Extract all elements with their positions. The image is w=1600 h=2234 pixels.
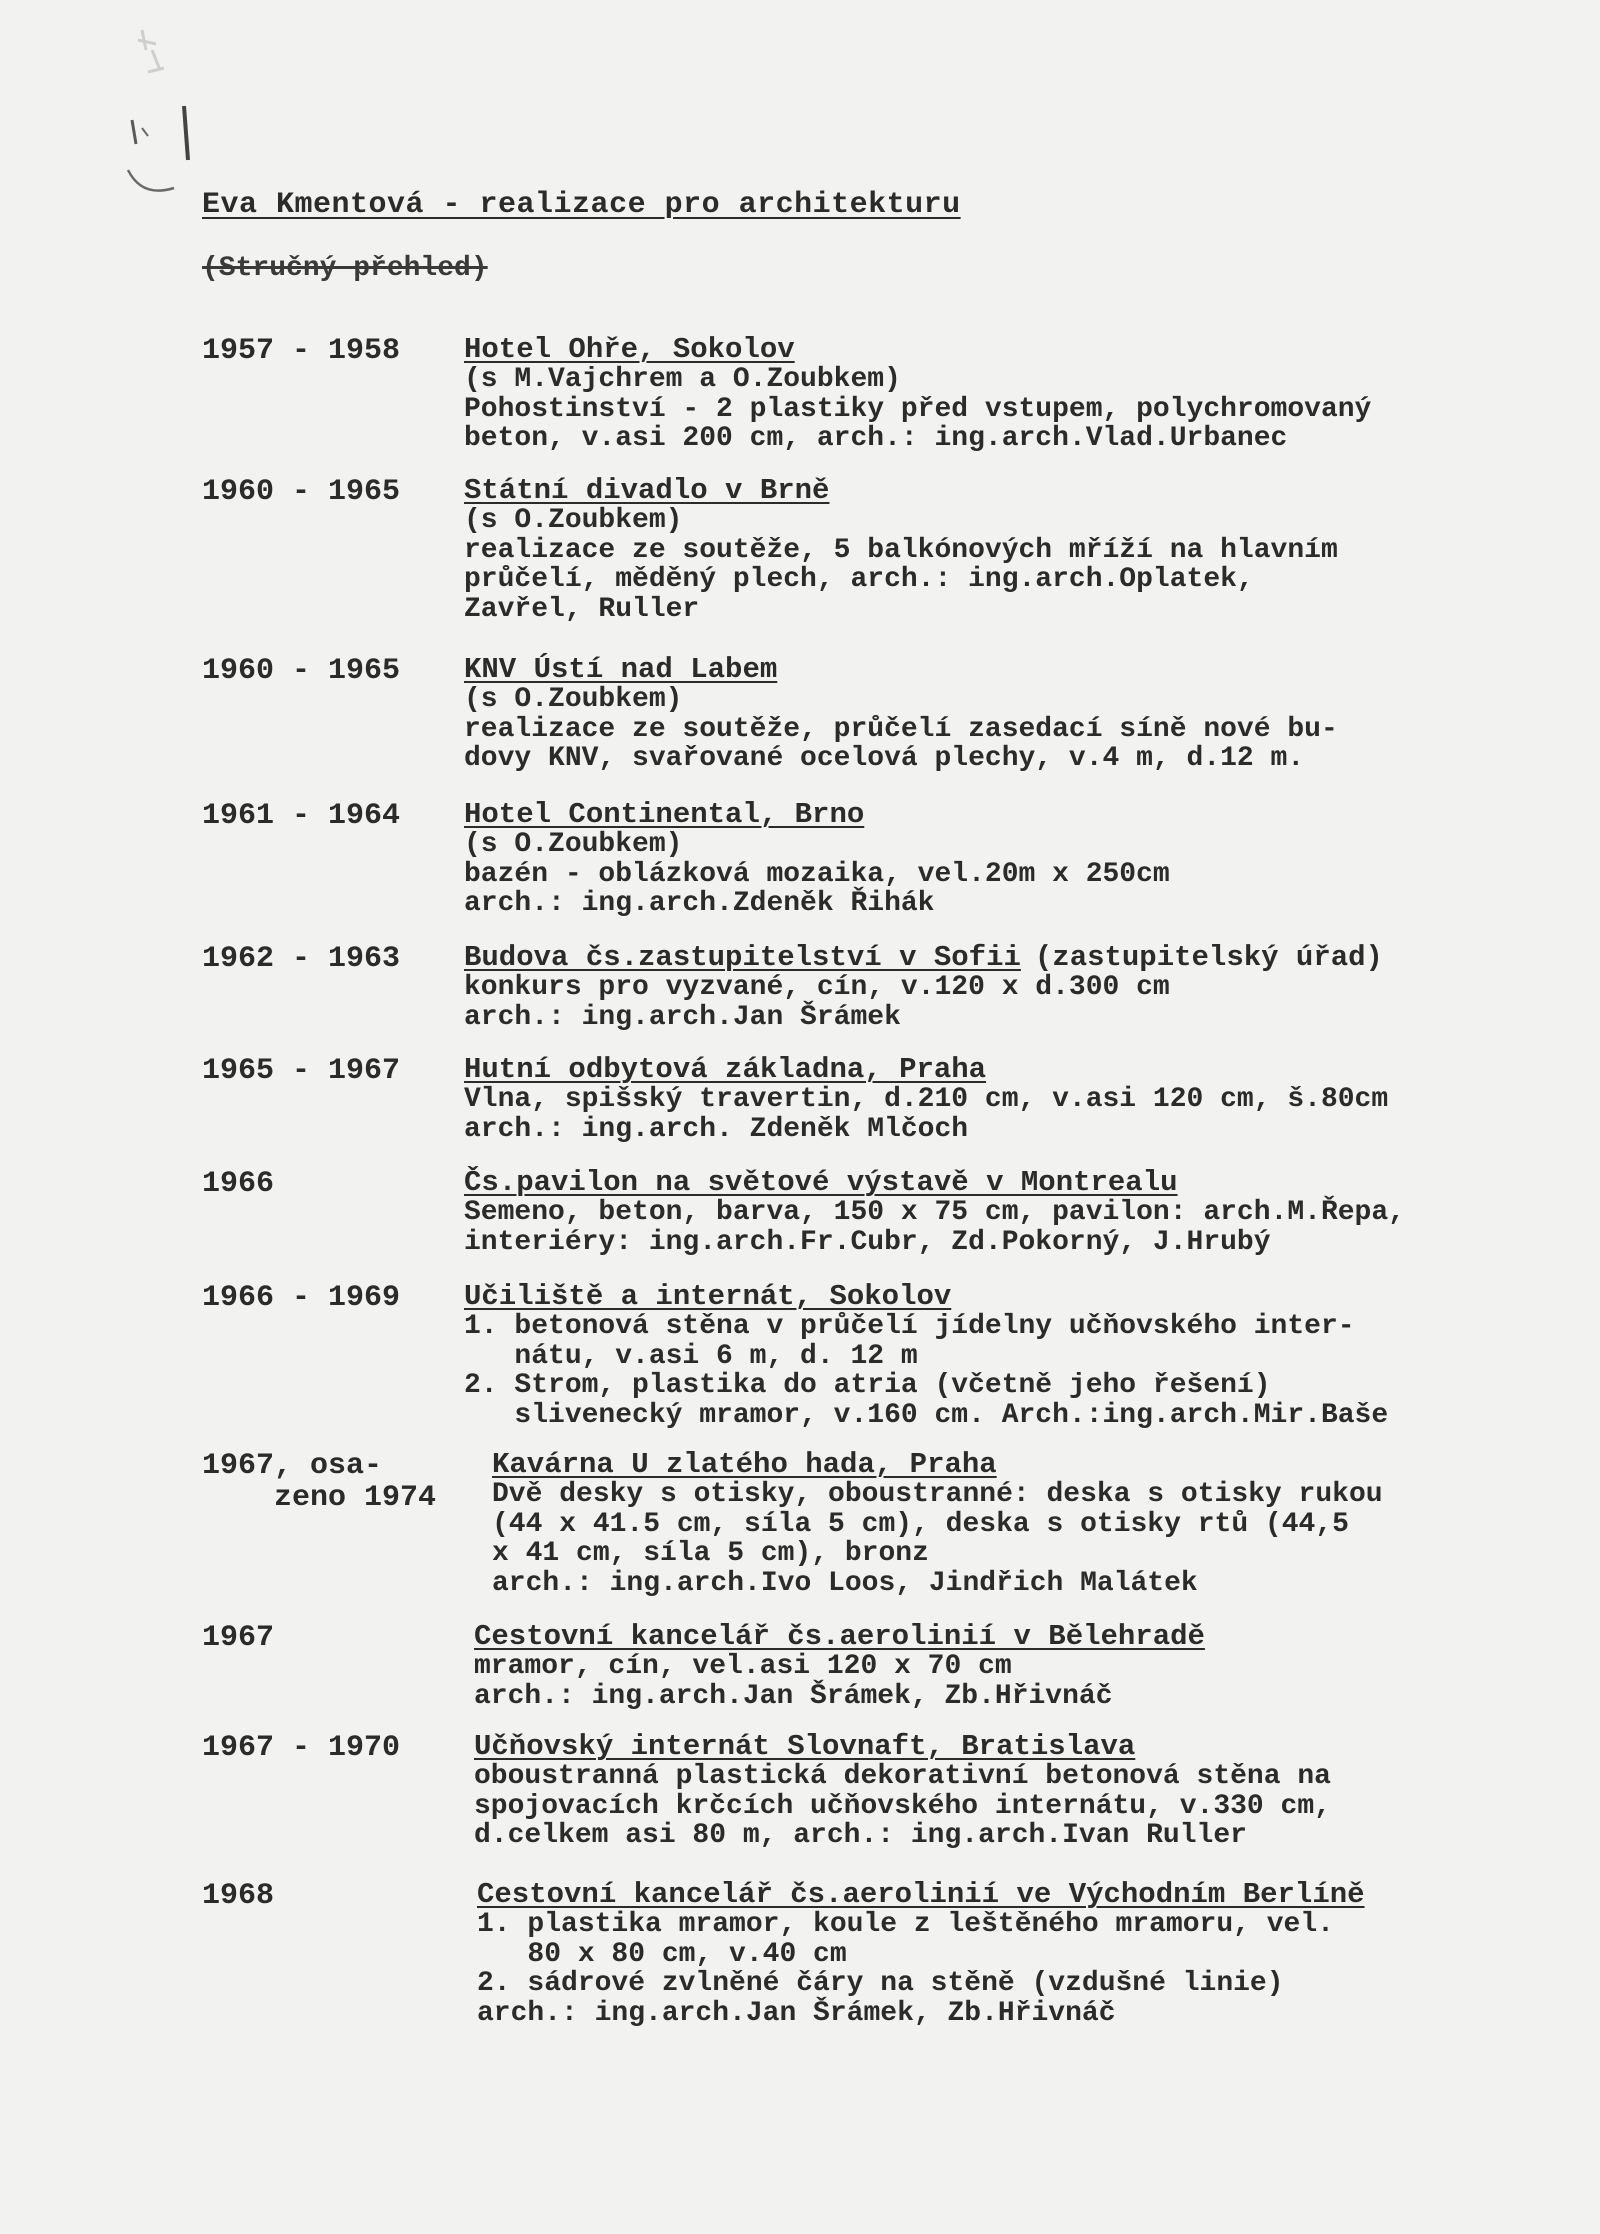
entry-line: slivenecký mramor, v.160 cm. Arch.:ing.arch.Mir.Baše: [464, 1399, 1389, 1431]
entry-line: průčelí, měděný plech, arch.: ing.arch.Oplatek,: [464, 564, 1254, 596]
entry-line: 1. plastika mramor, koule z leštěného mramoru, vel.: [477, 1909, 1334, 1940]
entry-line: konkurs pro vyzvané, cín, v.120 x d.300 cm: [464, 972, 1170, 1003]
entry-line: spojovacích krčcích učňovského internátu, v.330 cm,: [474, 1790, 1331, 1822]
entry-content: [464, 476, 1584, 624]
entry-line: (44 x 41.5 cm, síla 5 cm), deska s otisky rtů (44,5: [492, 1508, 1349, 1540]
entry-years: 1961 - 1964: [202, 799, 401, 833]
entry-years: 1966: [202, 1167, 275, 1201]
struck-subtitle-text: (Stručný přehled): [202, 253, 488, 284]
entry-content: [464, 1055, 1584, 1144]
entry-line: 2. Strom, plastika do atria (včetně jeho řešení): [464, 1370, 1271, 1402]
entry-heading-text: Budova čs.zastupitelství v Sofii: [464, 941, 1021, 974]
entry-heading: Učiliště a internát, Sokolov: [464, 1280, 952, 1313]
entry-line: arch.: ing.arch.Jan Šrámek: [464, 1001, 901, 1033]
entry-line: Semeno, beton, barva, 150 x 75 cm, pavilon: arch.M.Řepa,: [464, 1197, 1405, 1228]
entry-years: 1967: [202, 1621, 275, 1655]
entry-heading: Učňovský internát Slovnaft, Bratislava: [474, 1730, 1136, 1763]
entry-line: realizace ze soutěže, průčelí zasedací síně nové bu-: [464, 713, 1338, 745]
entry-content: [464, 335, 1584, 454]
entry-line: beton, v.asi 200 cm, arch.: ing.arch.Vlad.Urbanec: [464, 423, 1288, 455]
entry-heading: [464, 943, 1584, 973]
entry-line: x 41 cm, síla 5 cm), bronz: [492, 1538, 929, 1570]
entry-line: arch.: ing.arch.Ivo Loos, Jindřich Malátek: [492, 1567, 1198, 1599]
entry-years: 1957 - 1958: [202, 334, 401, 368]
entry-line: 1. betonová stěna v průčelí jídelny učňovského inter-: [464, 1311, 1355, 1342]
entry-content: [464, 1168, 1584, 1257]
entry-content: [474, 1732, 1594, 1851]
entry-content: [464, 1282, 1584, 1430]
entry-line: arch.: ing.arch.Jan Šrámek, Zb.Hřivnáč: [477, 1997, 1116, 2029]
entry-heading: Cestovní kancelář čs.aerolinií v Bělehradě: [474, 1620, 1205, 1653]
entry-content: [477, 1880, 1597, 2028]
entry-line: interiéry: ing.arch.Fr.Cubr, Zd.Pokorný, J.Hrubý: [464, 1226, 1271, 1258]
entry-years: 1966 - 1969: [202, 1281, 401, 1315]
entry-line: d.celkem asi 80 m, arch.: ing.arch.Ivan Ruller: [474, 1820, 1247, 1852]
entry-line: (s O.Zoubkem): [464, 684, 683, 715]
entry-line: Pohostinství - 2 plastiky před vstupem, polychromovaný: [464, 393, 1372, 425]
entry-line: (s O.Zoubkem): [464, 829, 683, 860]
document-title: Eva Kmentová - realizace pro architekturu: [202, 188, 961, 222]
entry-line: Zavřel, Ruller: [464, 593, 700, 625]
entry-heading: Hutní odbytová základna, Praha: [464, 1053, 987, 1086]
entry-years: 1962 - 1963: [202, 942, 401, 976]
entry-years: 1960 - 1965: [202, 475, 401, 509]
entry-line: mramor, cín, vel.asi 120 x 70 cm: [474, 1651, 1012, 1682]
entry-content: [492, 1450, 1600, 1598]
entry-heading: Cestovní kancelář čs.aerolinií ve Východním Berlíně: [477, 1878, 1365, 1911]
entry-line: realizace ze soutěže, 5 balkónových mříží na hlavním: [464, 534, 1338, 566]
entry-line: Dvě desky s otisky, oboustranné: deska s otisky rukou: [492, 1479, 1383, 1510]
entry-line: (s O.Zoubkem): [464, 505, 683, 536]
entry-line: arch.: ing.arch.Zdeněk Řihák: [464, 888, 935, 920]
entry-years: 1960 - 1965: [202, 654, 401, 688]
entry-content: [474, 1622, 1594, 1711]
entry-content: [464, 800, 1584, 919]
entry-line: dovy KNV, svařované ocelová plechy, v.4 m, d.12 m.: [464, 743, 1305, 775]
entry-years: 1967, osa- zeno 1974: [202, 1449, 437, 1515]
handwritten-annotation-mark: [112, 10, 202, 200]
entry-content: [464, 943, 1584, 1032]
entry-content: [464, 655, 1584, 774]
entry-line: (s M.Vajchrem a O.Zoubkem): [464, 364, 901, 395]
entry-line: 2. sádrové zvlněné čáry na stěně (vzdušné linie): [477, 1968, 1284, 2000]
entry-line: Vlna, spišský travertin, d.210 cm, v.asi 120 cm, š.80cm: [464, 1084, 1389, 1115]
entry-heading: KNV Ústí nad Labem: [464, 653, 778, 686]
entry-years: 1967 - 1970: [202, 1731, 401, 1765]
entry-line: arch.: ing.arch. Zdeněk Mlčoch: [464, 1113, 969, 1145]
entry-line: nátu, v.asi 6 m, d. 12 m: [464, 1340, 918, 1372]
entry-years: 1965 - 1967: [202, 1054, 401, 1088]
entry-heading: Státní divadlo v Brně: [464, 474, 830, 507]
entry-line: arch.: ing.arch.Jan Šrámek, Zb.Hřivnáč: [474, 1680, 1113, 1712]
entry-heading-suffix: (zastupitelský úřad): [1034, 941, 1383, 974]
entry-line: bazén - oblázková mozaika, vel.20m x 250cm: [464, 858, 1170, 890]
document-subtitle: [202, 253, 488, 284]
entry-line: 80 x 80 cm, v.40 cm: [477, 1938, 847, 1970]
entry-years: 1968: [202, 1879, 275, 1913]
entry-heading: Čs.pavilon na světové výstavě v Montrealu: [464, 1166, 1178, 1199]
entry-line: oboustranná plastická dekorativní betonová stěna na: [474, 1761, 1331, 1792]
entry-heading: Hotel Continental, Brno: [464, 798, 865, 831]
entry-heading: Hotel Ohře, Sokolov: [464, 333, 795, 366]
entry-heading: Kavárna U zlatého hada, Praha: [492, 1448, 997, 1481]
